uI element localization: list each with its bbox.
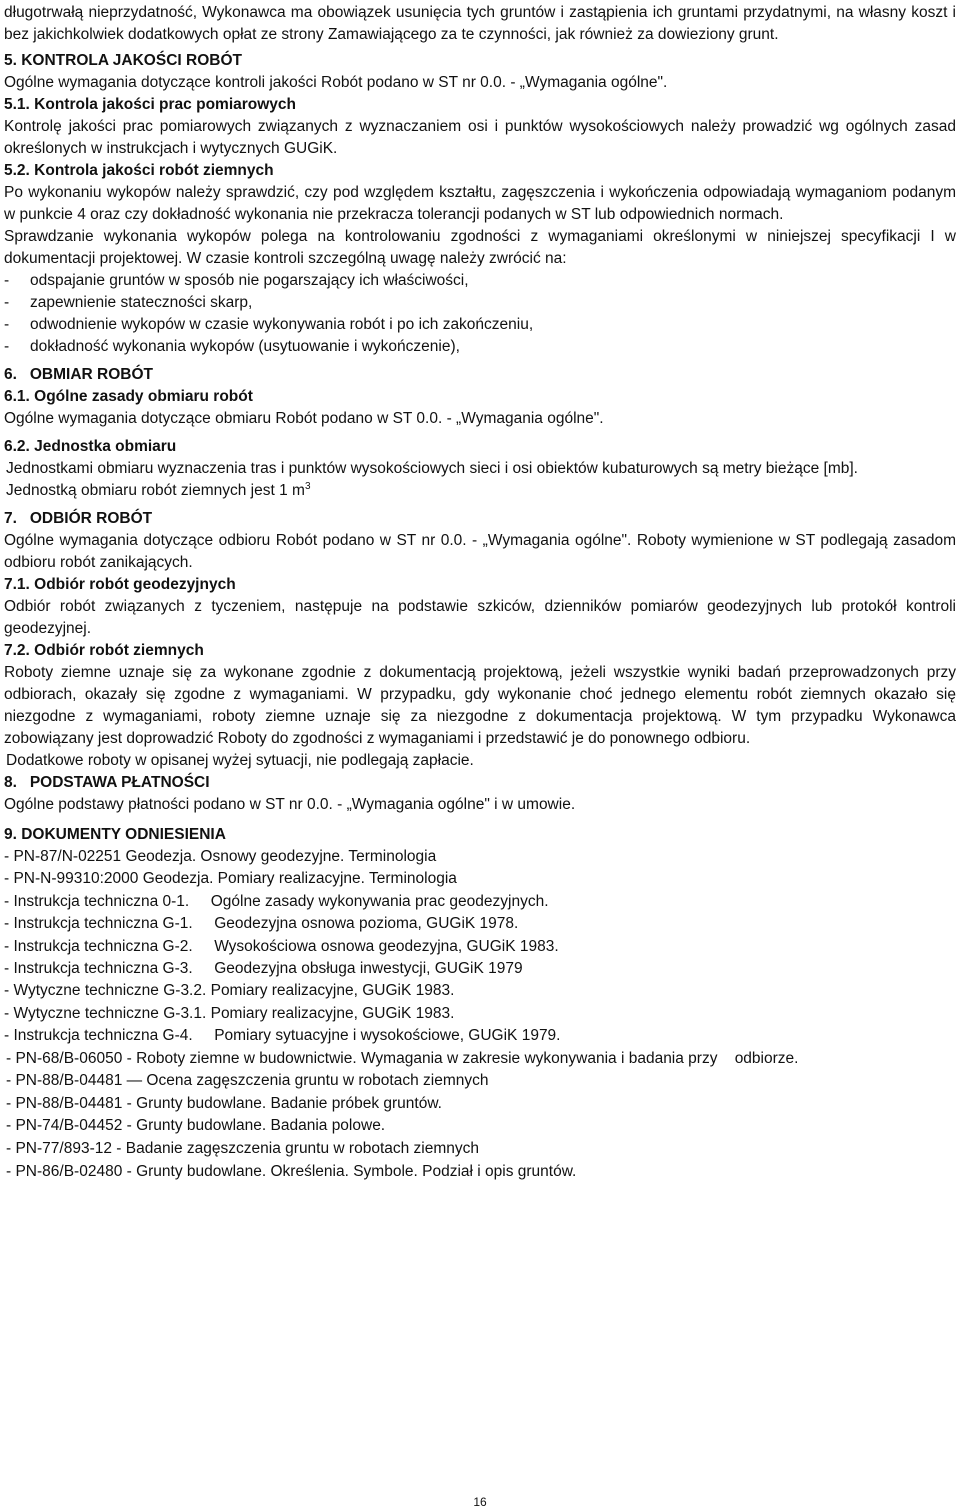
list-item: - zapewnienie stateczności skarp,: [4, 292, 956, 314]
superscript: 3: [304, 480, 311, 492]
section-5-2-text-a: Po wykonaniu wykopów należy sprawdzić, czy pod względem kształtu, zagęszczenia i wykończenia odpowiadają wymaganiom podanym w punkcie 4 oraz czy dokładność wykonania nie przekracza tolerancji podanych w ST lub odpowiednich normach.: [4, 184, 956, 223]
section-7-1-text: Odbiór robót związanych z tyczeniem, następuje na podstawie szkiców, dzienników pomiarów geodezyjnych lub protokół kontroli geodezyjnej.: [4, 598, 956, 637]
bullet-mark: -: [4, 294, 10, 311]
list-item: - PN-86/B-02480 - Grunty budowlane. Określenia. Symbole. Podział i opis gruntów.: [6, 1162, 577, 1180]
section-9-heading: 9. DOKUMENTY ODNIESIENIA: [4, 826, 226, 843]
section-5-2-heading: 5.2. Kontrola jakości robót ziemnych: [4, 162, 274, 179]
bullet-mark: -: [4, 338, 10, 355]
section-7-2-heading: 7.2. Odbiór robót ziemnych: [4, 642, 204, 659]
intro-paragraph: długotrwałą nieprzydatność, Wykonawca ma obowiązek usunięcia tych gruntów i zastąpienia ich gruntami przydatnymi, na własny koszt i bez jakichkolwiek dodatkowych opłat ze strony Zamawiającego za te czynności, jak również za dowieziony grunt.: [4, 4, 956, 43]
section-6-heading: 6. OBMIAR ROBÓT: [4, 366, 153, 383]
bullet-mark: -: [4, 272, 10, 289]
section-5-heading: 5. KONTROLA JAKOŚCI ROBÓT: [4, 52, 242, 69]
list-item: - PN-74/B-04452 - Grunty budowlane. Badania polowe.: [6, 1117, 386, 1135]
section-8-text: Ogólne podstawy płatności podano w ST nr 0.0. - „Wymagania ogólne" i w umowie.: [4, 796, 576, 813]
section-7-heading: 7. ODBIÓR ROBÓT: [4, 510, 153, 527]
references-list-b: [4, 1048, 956, 1184]
list-item: - odspajanie gruntów w sposób nie pogarszający ich właściwości,: [4, 270, 956, 292]
list-item: - PN-N-99310:2000 Geodezja. Pomiary realizacyjne. Terminologia: [4, 870, 457, 888]
document-page: [4, 2, 956, 1183]
section-5-2-text-b: Sprawdzanie wykonania wykopów polega na kontrolowaniu zgodności z wymaganiami określonymi w niniejszej specyfikacji I w dokumentacji projektowej. W czasie kontroli szczególną uwagę należy zwrócić na:: [4, 228, 956, 267]
bullet-mark: -: [4, 316, 10, 333]
list-item: - Instrukcja techniczna 0-1. Ogólne zasady wykonywania prac geodezyjnych.: [4, 892, 549, 910]
section-8-heading: 8. PODSTAWA PŁATNOŚCI: [4, 774, 210, 791]
list-item: - Instrukcja techniczna G-3. Geodezyjna obsługa inwestycji, GUGiK 1979: [4, 960, 523, 978]
section-6-2-text-a: Jednostkami obmiaru wyznaczenia tras i punktów wysokościowych sieci i osi obiektów kubaturowych są metry bieżące [mb].: [6, 460, 858, 477]
inspection-list: [4, 270, 956, 358]
list-item: - PN-77/893-12 - Badanie zagęszczenia gruntu w robotach ziemnych: [6, 1140, 480, 1158]
list-item: - Instrukcja techniczna G-1. Geodezyjna osnowa pozioma, GUGiK 1978.: [4, 915, 519, 933]
list-item: - PN-68/B-06050 - Roboty ziemne w budownictwie. Wymagania w zakresie wykonywania i badania przy odbiorze.: [6, 1049, 799, 1067]
section-5-1-heading: 5.1. Kontrola jakości prac pomiarowych: [4, 96, 297, 113]
section-6-2-heading: 6.2. Jednostka obmiaru: [4, 438, 177, 455]
section-7-2-text: Roboty ziemne uznaje się za wykonane zgodnie z dokumentacją projektową, jeżeli wszystkie wyniki badań przeprowadzonych przy odbiorach, okazały się zgodne z wymaganiami. W przypadku, gdy wykonanie choć jednego elementu robót ziemnych okazało się niezgodne z wymaganiami, roboty ziemne uznaje się za niezgodne z dokumentacja projektową. W tym przypadku Wykonawca zobowiązany jest doprowadzić Roboty do zgodności z wymaganiami i przedstawić je do ponownego odbioru.: [4, 664, 956, 747]
list-item: - PN-88/B-04481 — Ocena zagęszczenia gruntu w robotach ziemnych: [6, 1072, 489, 1090]
section-6-1-text: Ogólne wymagania dotyczące obmiaru Robót podano w ST 0.0. - „Wymagania ogólne".: [4, 410, 604, 427]
section-6-1-heading: 6.1. Ogólne zasady obmiaru robót: [4, 388, 253, 405]
list-item: - Instrukcja techniczna G-4. Pomiary sytuacyjne i wysokościowe, GUGiK 1979.: [4, 1027, 561, 1045]
section-5-text: Ogólne wymagania dotyczące kontroli jakości Robót podano w ST nr 0.0. - „Wymagania ogólne".: [4, 74, 668, 91]
list-item: - PN-88/B-04481 - Grunty budowlane. Badanie próbek gruntów.: [6, 1094, 442, 1112]
list-item: - Instrukcja techniczna G-2. Wysokościowa osnowa geodezyjna, GUGiK 1983.: [4, 937, 559, 955]
list-item: - odwodnienie wykopów w czasie wykonywania robót i po ich zakończeniu,: [4, 314, 956, 336]
references-list-a: [4, 846, 956, 1048]
section-6-2-text-b: Jednostką obmiaru robót ziemnych jest 1 $m^3$: [6, 480, 311, 499]
list-item: - PN-87/N-02251 Geodezja. Osnowy geodezyjne. Terminologia: [4, 848, 437, 865]
list-item: - Wytyczne techniczne G-3.1. Pomiary realizacyjne, GUGiK 1983.: [4, 1004, 455, 1022]
page-number: 16: [473, 1495, 487, 1509]
section-7-2-text-b: Dodatkowe roboty w opisanej wyżej sytuacji, nie podlegają zapłacie.: [6, 752, 474, 769]
section-7-1-heading: 7.1. Odbiór robót geodezyjnych: [4, 576, 236, 593]
section-7-text: Ogólne wymagania dotyczące odbioru Robót podano w ST nr 0.0. - „Wymagania ogólne". Roboty wymienione w ST podlegają zasadom odbioru robót zanikających.: [4, 532, 956, 571]
list-item: - dokładność wykonania wykopów (usytuowanie i wykończenie),: [4, 336, 956, 358]
section-5-1-text: Kontrolę jakości prac pomiarowych związanych z wyznaczaniem osi i punktów wysokościowych należy prowadzić wg ogólnych zasad określonych w instrukcjach i wytycznych GUGiK.: [4, 118, 956, 157]
list-item: - Wytyczne techniczne G-3.2. Pomiary realizacyjne, GUGiK 1983.: [4, 982, 455, 1000]
